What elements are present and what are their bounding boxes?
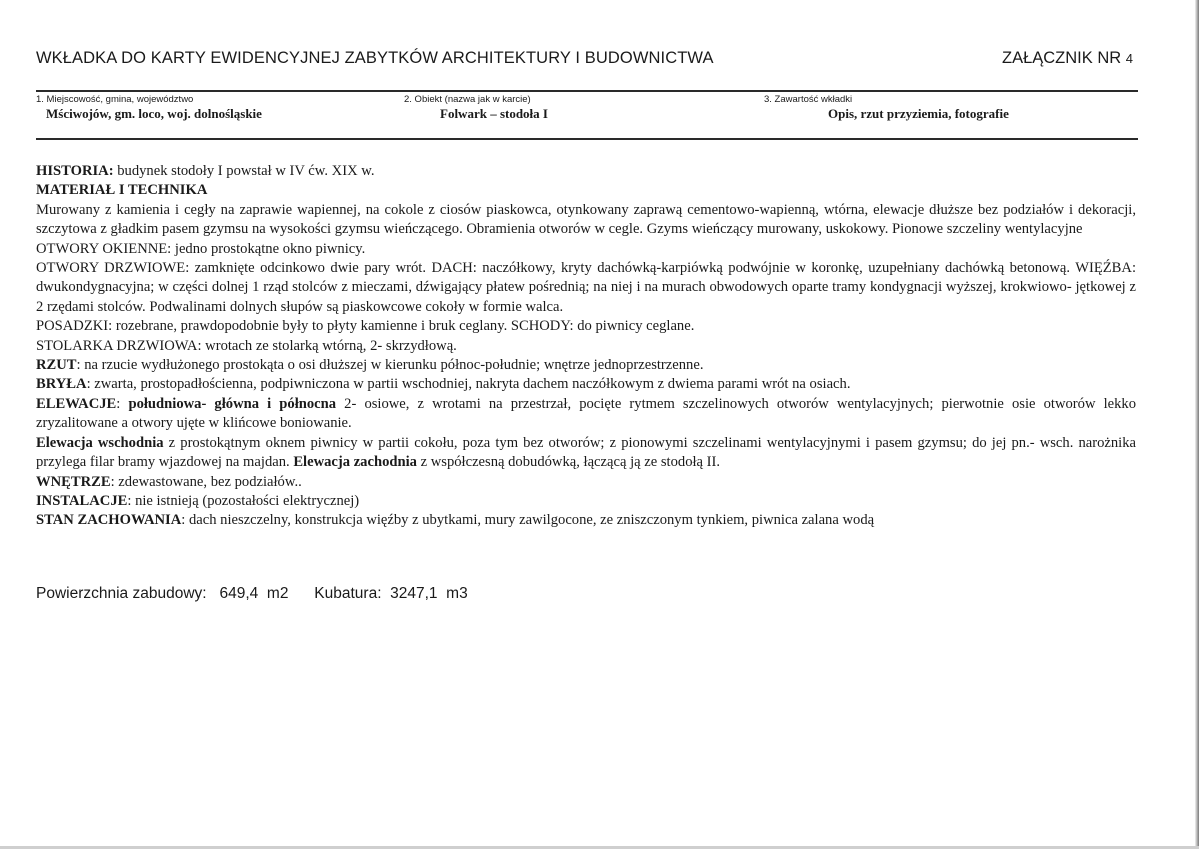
elewacje-separator: : xyxy=(116,395,129,412)
area-value: 649,4 m2 xyxy=(219,585,289,602)
material-heading-text: MATERIAŁ I TECHNIKA xyxy=(36,182,208,199)
elewacje-text: 2- osiowe, z wrotami na przestrzał, pocięte rytmem szczelinowych otworów wentylacyjnych; pierwotnie osie otworów lekko zryzalitowane a otwory ujęte w klińcowe boniowanie. xyxy=(36,395,1137,432)
wnetrze-paragraph xyxy=(36,473,1136,492)
field-object-label: 2. Obiekt (nazwa jak w karcie) xyxy=(404,94,531,105)
elewacje-paragraph xyxy=(36,395,1136,434)
field-object-value: Folwark – stodoła I xyxy=(440,106,548,121)
scan-edge-right xyxy=(1195,0,1199,849)
historia-label: HISTORIA: xyxy=(36,163,114,179)
rzut-paragraph xyxy=(36,356,1136,375)
stan-paragraph xyxy=(36,511,1136,530)
document-title: WKŁADKA DO KARTY EWIDENCYJNEJ ZABYTKÓW ARCHITEKTURY I BUDOWNICTWA xyxy=(36,49,714,67)
instalacje-label: INSTALACJE xyxy=(36,492,128,509)
elewacja-wschodnia-paragraph xyxy=(36,434,1136,473)
field-location xyxy=(36,94,262,122)
bryla-text: : zwarta, prostopadłościenna, podpiwniczona w partii wschodniej, nakryta dachem naczółkowym z dwiema parami wrót na osiach. xyxy=(86,376,851,393)
posadzki-paragraph: POSADZKI: rozebrane, prawdopodobnie były to płyty kamienne i bruk ceglany. SCHODY: do piwnicy ceglane. xyxy=(36,318,695,335)
historia-paragraph xyxy=(36,162,1136,181)
elewacja-zachodnia-text: z współczesną dobudówką, łączącą ją ze stodołą II. xyxy=(416,454,721,471)
field-contents-label: 3. Zawartość wkładki xyxy=(764,94,853,105)
header-bottom-rule xyxy=(36,138,1138,140)
stolarka-paragraph: STOLARKA DRZWIOWA: wrotach ze stolarką wtórną, 2- skrzydłową. xyxy=(36,337,457,354)
attachment-number xyxy=(1002,49,1133,68)
field-location-value: Mściwojów, gm. loco, woj. dolnośląskie xyxy=(46,106,262,121)
wnetrze-text: : zdewastowane, bez podziałów.. xyxy=(110,473,302,490)
rzut-label: RZUT xyxy=(36,357,77,374)
stan-label: STAN ZACHOWANIA xyxy=(36,512,182,529)
elewacja-wschodnia-text: z prostokątnym oknem piwnicy w partii cokołu, poza tym bez otworów; z pionowymi szczelinami wentylacyjnymi i pasem gzymsu; do jej pn.- wsch. narożnika przylega filar bramy wjazdowej na majdan. xyxy=(36,434,1137,471)
otwory-drzwiowe-paragraph: OTWORY DRZWIOWE: zamknięte odcinkowo dwie pary wrót. DACH: naczółkowy, kryty dachówką-karpiówką podwójnie w koronkę, uzupełniany dachówką betonową. WIĘŹBA: dwukondygnacyjna; w części dolnej 1 rząd stolców z mieczami, dźwigający płatew pośrednią; na niej i na murach obwodowych oparte tramy kondygnacji wyższej, krokwiowo- jętkowej z 2 rzędami stolców. Podwalinami dolnych słupów są piaskowcowe cokoły w formie walca. xyxy=(36,260,1136,315)
volume-value: 3247,1 m3 xyxy=(390,585,468,602)
footer-metrics xyxy=(36,585,468,603)
elewacje-bold: południowa- główna i północna xyxy=(128,395,337,412)
material-paragraph: Murowany z kamienia i cegły na zaprawie wapiennej, na cokole z ciosów piaskowca, otynkowany zaprawą cementowo-wapienną, wtórna, elewacje dłuższe bez podziałów i dekoracji, szczytowa z gładkim pasem gzymsu na wysokości gzymsu wieńczącego. Obramienia otworów w cegle. Gzyms wieńczący murowany, uskokowy. Pionowe szczeliny wentylacyjne xyxy=(36,201,1136,238)
instalacje-paragraph xyxy=(36,492,1136,511)
instalacje-text: : nie istnieją (pozostałości elektrycznej) xyxy=(127,492,360,509)
elewacja-zachodnia-label: Elewacja zachodnia xyxy=(293,454,417,471)
wnetrze-label: WNĘTRZE xyxy=(36,473,111,490)
elewacje-label: ELEWACJE xyxy=(36,395,117,412)
area-label: Powierzchnia zabudowy: xyxy=(36,585,207,602)
rzut-text: : na rzucie wydłużonego prostokąta o osi dłuższej w kierunku północ-południe; wnętrze jednoprzestrzenne. xyxy=(76,357,704,374)
elewacja-wschodnia-label: Elewacja wschodnia xyxy=(36,434,164,451)
bryla-paragraph xyxy=(36,375,1136,394)
field-location-label: 1. Miejscowość, gmina, województwo xyxy=(36,94,194,105)
attachment-number-value: 4 xyxy=(1125,51,1133,66)
field-contents xyxy=(764,94,1009,122)
field-object xyxy=(404,94,548,122)
header-top-rule xyxy=(36,90,1138,92)
attachment-label: ZAŁĄCZNIK NR xyxy=(1001,49,1122,67)
stan-text: : dach nieszczelny, konstrukcja więźby z ubytkami, mury zawilgocone, ze zniszczonym tynkiem, piwnica zalana wodą xyxy=(181,512,875,529)
otwory-okienne-paragraph: OTWORY OKIENNE: jedno prostokątne okno piwnicy. xyxy=(36,240,366,257)
material-heading xyxy=(36,181,1136,200)
historia-text: budynek stodoły I powstał w IV ćw. XIX w. xyxy=(113,163,375,179)
volume-label: Kubatura: xyxy=(314,585,382,602)
field-contents-value: Opis, rzut przyziemia, fotografie xyxy=(828,106,1009,121)
bryla-label: BRYŁA xyxy=(36,376,87,393)
description-body xyxy=(36,162,1136,531)
